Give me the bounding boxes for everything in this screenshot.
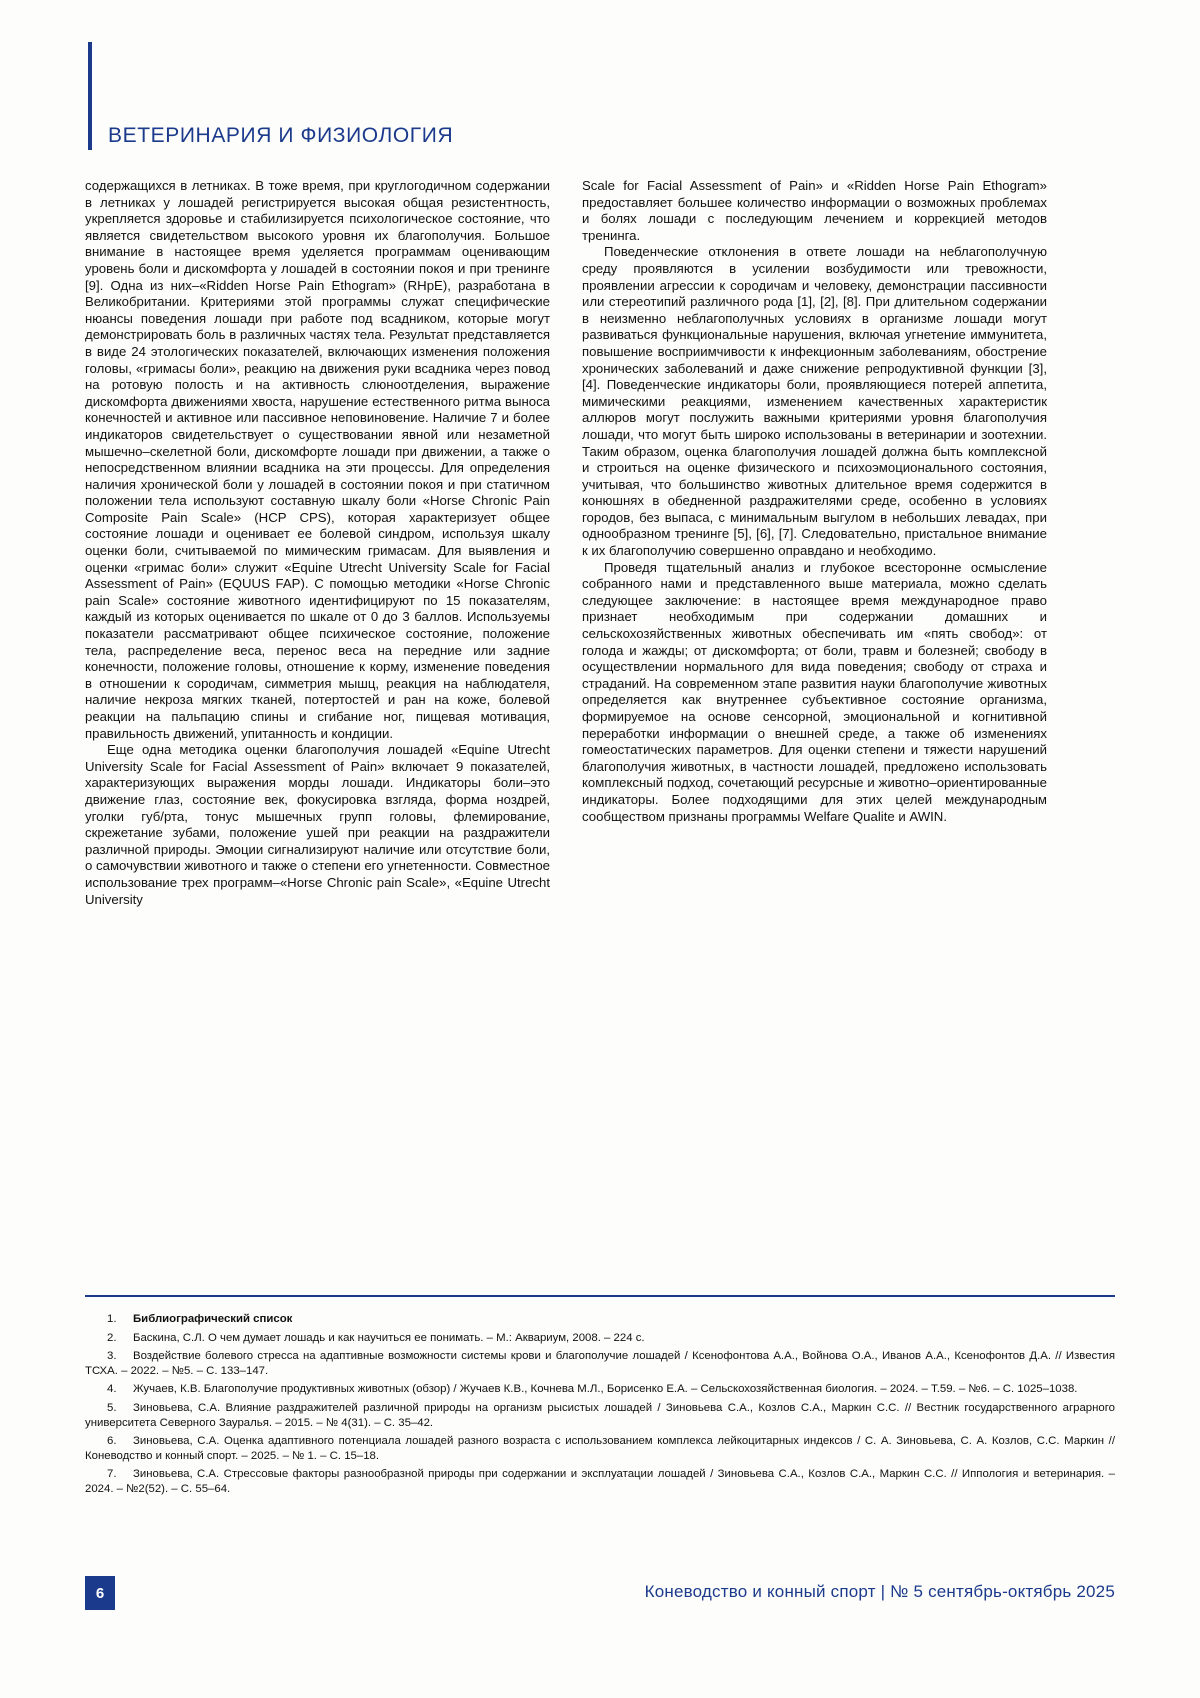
paragraph: Еще одна методика оценки благополучия лошадей «Equine Utrecht University Scale for Facial Assessment of Pain» включает 9 показателей, характеризующих выражения морды лошади. Индикаторы боли–это движение глаз, состояние век, фокусировка взгляда, форма ноздрей, уголки губ/рта, тонус мышечных групп головы, флемирование, скрежетание зубами, положение ушей при реакции на раздражители различной природы. Эмоции сигнализируют наличие или отсутствие боли, о самочувствии животного и также о степени его угнетенности. Совместное использование трех программ–«Horse Chronic pain Scale», «Equine Utrecht University [85,742,550,907]
reference-number: 6. [107,1435,117,1448]
header-accent-rule [88,42,92,150]
reference-number: 7. [107,1468,117,1481]
reference-item [85,1434,1115,1463]
reference-item [85,1382,1115,1397]
reference-text: Жучаев, К.В. Благополучие продуктивных животных (обзор) / Жучаев К.В., Кочнева М.Л., Борисенко Е.А. – Сельскохозяйственная биология. – 2024. – Т.59. – №6. – С. 1025–1038. [133,1383,1078,1396]
reference-item [85,1467,1115,1496]
article-body [85,178,1115,908]
reference-text: Зиновьева, С.А. Стрессовые факторы разнообразной природы при содержании и эксплуатации лошадей / Зиновьева С.А., Козлов С.А., Маркин С.С. // Иппология и ветеринария. – 2024. – №2(52). – С. 55–64. [85,1468,1115,1495]
reference-number: 2. [107,1331,117,1344]
reference-item [85,1331,1115,1346]
page-number-badge: 6 [85,1576,115,1610]
left-column [85,178,550,908]
paragraph: содержащихся в летниках. В тоже время, при круглогодичном содержании в летниках у лошадей регистрируется высокая общая резистентность, укрепляется здоровье и стабилизируется психологическое состояние, что является свидетельством высокого уровня их благополучия. Большое внимание в настоящее время уделяется программам оценивающим уровень боли и дискомфорта у лошадей в состоянии покоя и при тренинге [9]. Одна из них–«Ridden Horse Pain Ethogram» (RHpE), разработана в Великобритании. Критериями этой программы служат специфические нюансы поведения лошади при работе под всадником, которые могут демонстрировать боль в различных частях тела. Результат представляется в виде 24 этологических показателей, включающих изменения положения головы, «гримасы боли», реакцию на движения руки всадника через повод на ротовую полость и на активность слюноотделения, выражение дискомфорта движениями хвоста, нарушение естественного ритма выноса конечностей и активное или пассивное неповиновение. Наличие 7 и более индикаторов свидетельствует о существовании явной или незаметной мышечно–скелетной боли, дискомфорте лошади при движении, а также о непосредственном влиянии всадника на эти процессы. Для определения наличия хронической боли у лошадей в состоянии покоя и при статичном положении тела используют составную шкалу боли «Horse Chronic Pain Composite Pain Scale» (HCP CPS), которая характеризует общее состояние лошади и оценивает ее болевой синдром, используя шкалу оценки боли, считываемой по мимическим гримасам. Для выявления и оценки «гримас боли» служит «Equine Utrecht University Scale for Facial Assessment of Pain» (EQUUS FAP). С помощью методики «Horse Chronic pain Scale» состояние животного идентифицируют по 15 показателям, каждый из которых оценивается по шкале от 0 до 3 баллов. Используемы показатели рассматривают общее психическое состояние, положение тела, распределение веса, перенос веса на передние или задние конечности, положение головы, отношение к корму, изменение поведения в отношении к сородичам, симметрия мышц, реакция на наблюдателя, наличие некроза мягких тканей, потертостей и ран на коже, болевой реакции на пальпацию спины и сгибание ног, пищевая мотивация, правильность движений, упитанность и кондиции. [85,178,550,741]
reference-text: Зиновьева, С.А. Влияние раздражителей различной природы на организм рысистых лошадей / Зиновьева С.А., Козлов С.А., Маркин С.С. // Вестник государственного аграрного университета Северного Зауралья. – 2015. – № 4(31). – С. 35–42. [85,1401,1115,1429]
reference-number: 3. [107,1350,117,1363]
reference-number: 4. [107,1383,117,1396]
page-section-title: ВЕТЕРИНАРИЯ И ФИЗИОЛОГИЯ [108,124,454,147]
footer-journal-line: Коневодство и конный спорт | № 5 сентябрь-октябрь 2025 [644,1582,1115,1601]
reference-item [85,1401,1115,1430]
paragraph: Проведя тщательный анализ и глубокое всесторонне осмысление собранного нами и представленного выше материала, можно сделать следующее заключение: в настоящее время международное право признает необходимым при содержании домашних и сельскохозяйственных животных обеспечивать им «пять свобод»: от голода и жажды; от дискомфорта; от боли, травм и болезней; свободу в осуществлении нормального для вида поведения; свободу от страха и страданий. На современном этапе развития науки благополучие животных определяется как внутреннее субъективное состояние организма, формируемое на основе сенсорной, эмоциональной и когнитивной переработки информации о внешней среде, а также об изменениях гомеостатических параметров. Для оценки степени и тяжести нарушений благополучия животных, в частности лошадей, предложено использовать комплексный подход, сочетающий ресурсные и животно–ориентированные индикаторы. Более подходящими для этих целей международным сообществом признаны программы Welfare Qualite и AWIN. [582,559,1047,824]
reference-text: Библиографический список [133,1313,293,1325]
reference-number: 1. [107,1313,117,1325]
references-divider [85,1295,1115,1297]
reference-item [85,1312,1115,1327]
paragraph: Scale for Facial Assessment of Pain» и «Ridden Horse Pain Ethogram» предоставляет большее количество информации о возможных проблемах и болях лошади с последующим лечением и коррекцией методов тренинга. [582,178,1047,243]
reference-text: Баскина, С.Л. О чем думает лошадь и как научиться ее понимать. – М.: Аквариум, 2008. – 224 с. [133,1331,645,1344]
reference-item [85,1349,1115,1378]
reference-text: Зиновьева, С.А. Оценка адаптивного потенциала лошадей разного возраста с использованием комплекса лейкоцитарных индексов / С. А. Зиновьева, С. А. Козлов, С.С. Маркин // Коневодство и конный спорт. – 2025. – № 1. – С. 15–18. [85,1435,1115,1462]
right-column [582,178,1047,908]
references-list [85,1312,1115,1501]
reference-number: 5. [107,1401,117,1414]
paragraph: Поведенческие отклонения в ответе лошади на неблагополучную среду проявляются в усилении возбудимости или тревожности, проявлении агрессии к сородичам и человеку, демонстрации пассивности или стереотипий различного рода [1], [2], [8]. При длительном содержании в неизменно неблагополучных условиях в организме лошади могут развиваться функциональные нарушения, включая угнетение иммунитета, повышение восприимчивости к инфекционным заболеваниям, обострение хронических заболеваний и даже снижение репродуктивной функции [3], [4]. Поведенческие индикаторы боли, проявляющиеся потерей аппетита, мимическими реакциями, изменением качественных характеристик аллюров могут послужить важными критериями уровня благополучия лошади, что могут быть широко использованы в ветеринарии и зоотехнии. Таким образом, оценка благополучия лошадей должна быть комплексной и строиться на оценке физического и психоэмоционального состояния, учитывая, что большинство животных длительное время содержится в конюшнях в обедненной раздражителями среде, особенно в условиях городов, без выпаса, с минимальным выгулом в небольших левадах, при однообразном тренинге [5], [6], [7]. Следовательно, пристальное внимание к их благополучию совершенно оправдано и необходимо. [582,244,1047,559]
reference-text: Воздействие болевого стресса на адаптивные возможности системы крови и благополучие лошадей / Ксенофонтова А.А., Войнова О.А., Иванов А.А., Ксенофонтов Д.А. // Известия ТСХА. – 2022. – №5. – С. 133–147. [85,1350,1115,1377]
